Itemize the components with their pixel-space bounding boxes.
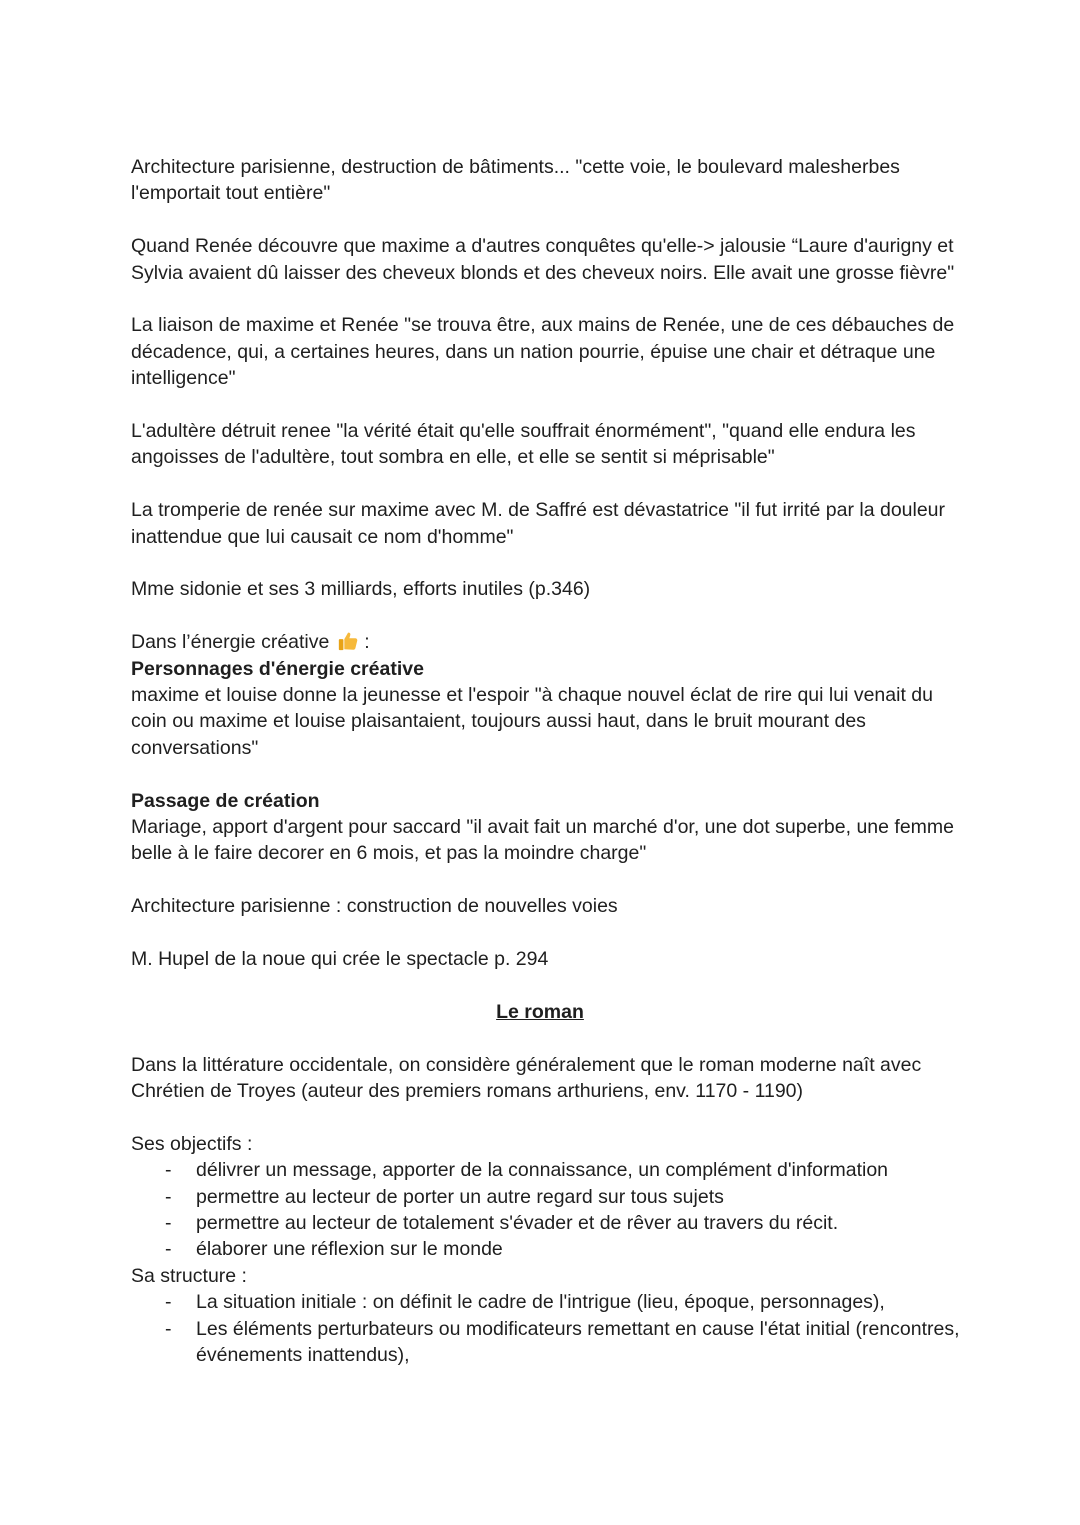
paragraph-jalousie: Quand Renée découvre que maxime a d'autres conquêtes qu'elle-> jalousie “Laure d'aurigny et Sylvia avaient dû laisser des cheveux blonds et des cheveux noirs. Elle avait une grosse fièvre"	[131, 235, 955, 284]
structure-label: Sa structure :	[131, 1264, 247, 1287]
thumbs-up-icon	[337, 630, 359, 652]
paragraph-tromperie: La tromperie de renée sur maxime avec M. de Saffré est dévastatrice "il fut irrité par la douleur inattendue que lui causait ce nom d'homme"	[131, 499, 946, 548]
structure-list	[131, 1289, 960, 1368]
creative-intro-suffix: :	[364, 631, 370, 654]
objectifs-label: Ses objectifs :	[131, 1132, 253, 1155]
list-item: - délivrer un message, apporter de la connaissance, un complément d'information	[165, 1157, 960, 1183]
section-energie-creative	[131, 629, 960, 761]
objectifs-list	[131, 1157, 960, 1263]
paragraph-sidonie: Mme sidonie et ses 3 milliards, efforts inutiles (p.346)	[131, 578, 591, 601]
creation-text: Mariage, apport d'argent pour saccard "il avait fait un marché d'or, une dot superbe, une femme belle à le faire decorer en 6 mois, et pas la moindre charge"	[131, 816, 954, 865]
creative-text: maxime et louise donne la jeunesse et l'espoir "à chaque nouvel éclat de rire qui lui venait du coin ou maxime et louise plaisantaient, toujours aussi haut, dans le bruit mourant des conversations"	[131, 684, 933, 759]
creative-intro: Dans l’énergie créative	[131, 631, 330, 654]
creation-heading: Passage de création	[131, 789, 320, 812]
paragraph-adultere: L'adultère détruit renee "la vérité était qu'elle souffrait énormément", "quand elle endura les angoisses de l'adultère, tout sombra en elle, et elle se sentit si méprisable"	[131, 420, 916, 469]
section-title-roman: Le roman	[496, 1000, 584, 1023]
list-item: - La situation initiale : on définit le cadre de l'intrigue (lieu, époque, personnages),	[165, 1289, 960, 1315]
paragraph-liaison: La liaison de maxime et Renée "se trouva être, aux mains de Renée, une de ces débauches de décadence, qui, a certaines heures, dans un nation pourrie, épuise une chair et détraque une intelligence"	[131, 314, 955, 390]
creative-intro-line	[131, 629, 960, 655]
list-item: - permettre au lecteur de porter un autre regard sur tous sujets	[165, 1184, 960, 1210]
creative-heading: Personnages d'énergie créative	[131, 657, 424, 680]
list-item: - Les éléments perturbateurs ou modificateurs remettant en cause l'état initial (rencontres, événements inattendus),	[165, 1316, 960, 1369]
creation-architecture: Architecture parisienne : construction de nouvelles voies	[131, 895, 618, 918]
section-passage-creation	[131, 788, 960, 973]
creation-hupel: M. Hupel de la noue qui crée le spectacle p. 294	[131, 948, 549, 971]
paragraph-architecture-destruction: Architecture parisienne, destruction de bâtiments... "cette voie, le boulevard malesherbes l'emportait tout entière"	[131, 156, 900, 205]
roman-intro: Dans la littérature occidentale, on considère généralement que le roman moderne naît avec Chrétien de Troyes (auteur des premiers romans arthuriens, env. 1170 - 1190)	[131, 1053, 922, 1103]
list-item: - élaborer une réflexion sur le monde	[165, 1236, 960, 1262]
list-item: - permettre au lecteur de totalement s'évader et de rêver au travers du récit.	[165, 1210, 960, 1236]
